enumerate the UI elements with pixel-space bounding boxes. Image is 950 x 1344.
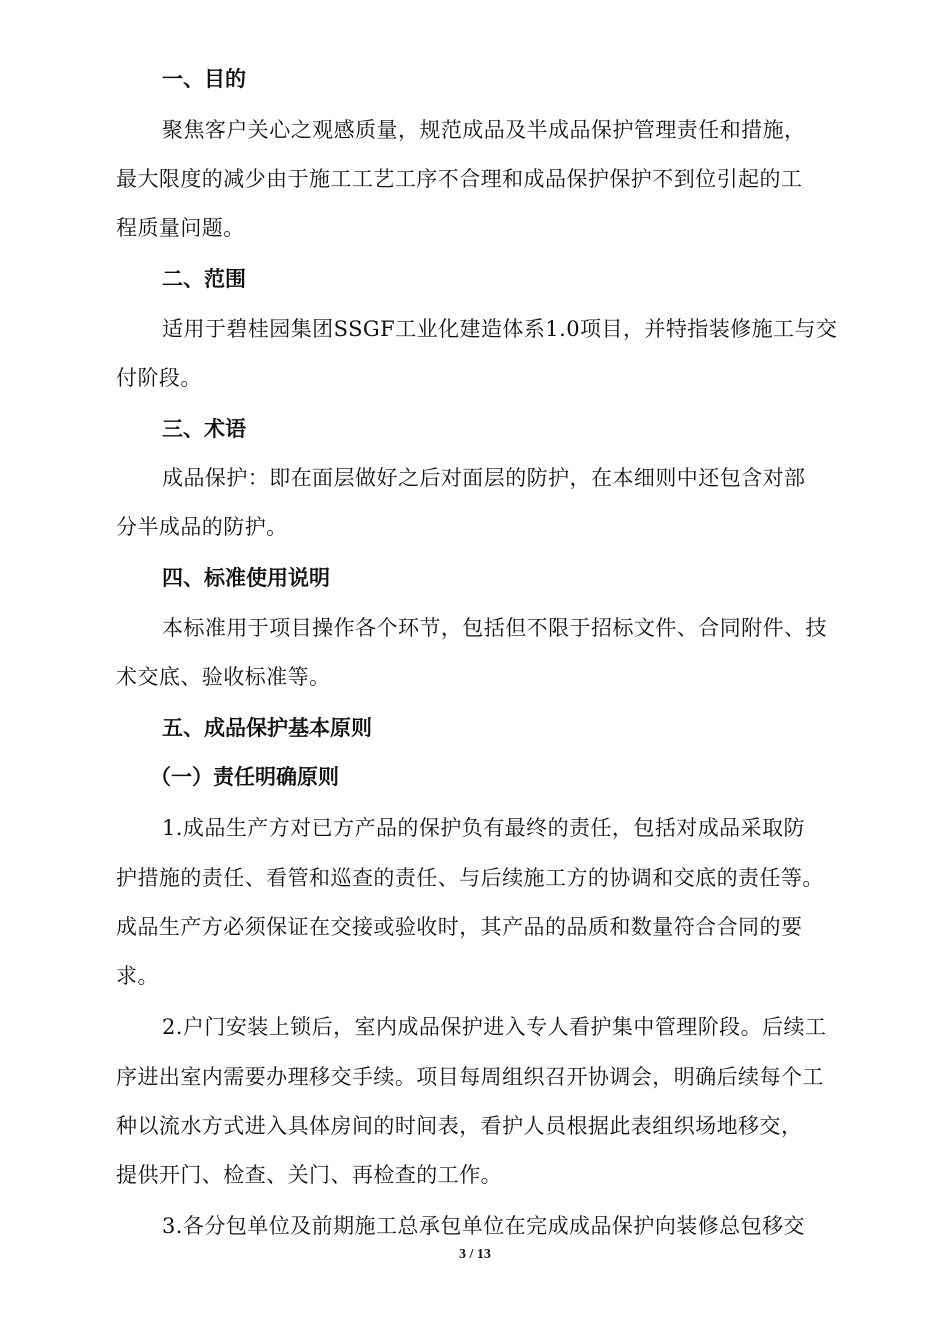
paragraph-line: 适用于碧桂园集团SSGF工业化建造体系1.0项目，并特指装修施工与交 [162,317,838,341]
paragraph-line: 付阶段。 [116,366,202,390]
paragraph-line: 序进出室内需要办理移交手续。项目每周组织召开协调会，明确后续每个工 [116,1065,824,1089]
paragraph-line: 聚焦客户关心之观感质量，规范成品及半成品保护管理责任和措施， [162,118,806,142]
paragraph-line: 护措施的责任、看管和巡查的责任、与后续施工方的协调和交底的责任等。 [116,866,824,890]
section-heading-terms: 三、术语 [162,417,246,441]
subsection-heading-responsibility: （一）责任明确原则 [150,765,339,789]
paragraph-line: 成品保护：即在面层做好之后对面层的防护，在本细则中还包含对部 [162,466,806,490]
paragraph-line: 提供开门、检查、关门、再检查的工作。 [116,1163,503,1187]
section-heading-usage: 四、标准使用说明 [162,566,330,590]
paragraph-line: 1.成品生产方对已方产品的保护负有最终的责任，包括对成品采取防 [162,816,805,840]
paragraph-line: 种以流水方式进入具体房间的时间表，看护人员根据此表组织场地移交， [116,1114,803,1138]
paragraph-line: 分半成品的防护。 [116,515,288,539]
paragraph-line: 术交底、验收标准等。 [116,665,331,689]
section-heading-scope: 二、范围 [162,267,246,291]
paragraph-line: 3.各分包单位及前期施工总承包单位在完成成品保护向装修总包移交 [162,1214,805,1238]
section-heading-principles: 五、成品保护基本原则 [162,716,372,740]
paragraph-line: 最大限度的减少由于施工工艺工序不合理和成品保护保护不到位引起的工 [116,167,803,191]
paragraph-line: 求。 [116,964,159,988]
page-number: 3 / 13 [459,1247,491,1262]
paragraph-line: 成品生产方必须保证在交接或验收时，其产品的品质和数量符合合同的要 [116,915,803,939]
paragraph-line: 本标准用于项目操作各个环节，包括但不限于招标文件、合同附件、技 [162,616,827,640]
paragraph-line: 2.户门安装上锁后，室内成品保护进入专人看护集中管理阶段。后续工 [162,1015,827,1039]
section-heading-purpose: 一、目的 [162,67,246,91]
paragraph-line: 程质量问题。 [116,216,245,240]
